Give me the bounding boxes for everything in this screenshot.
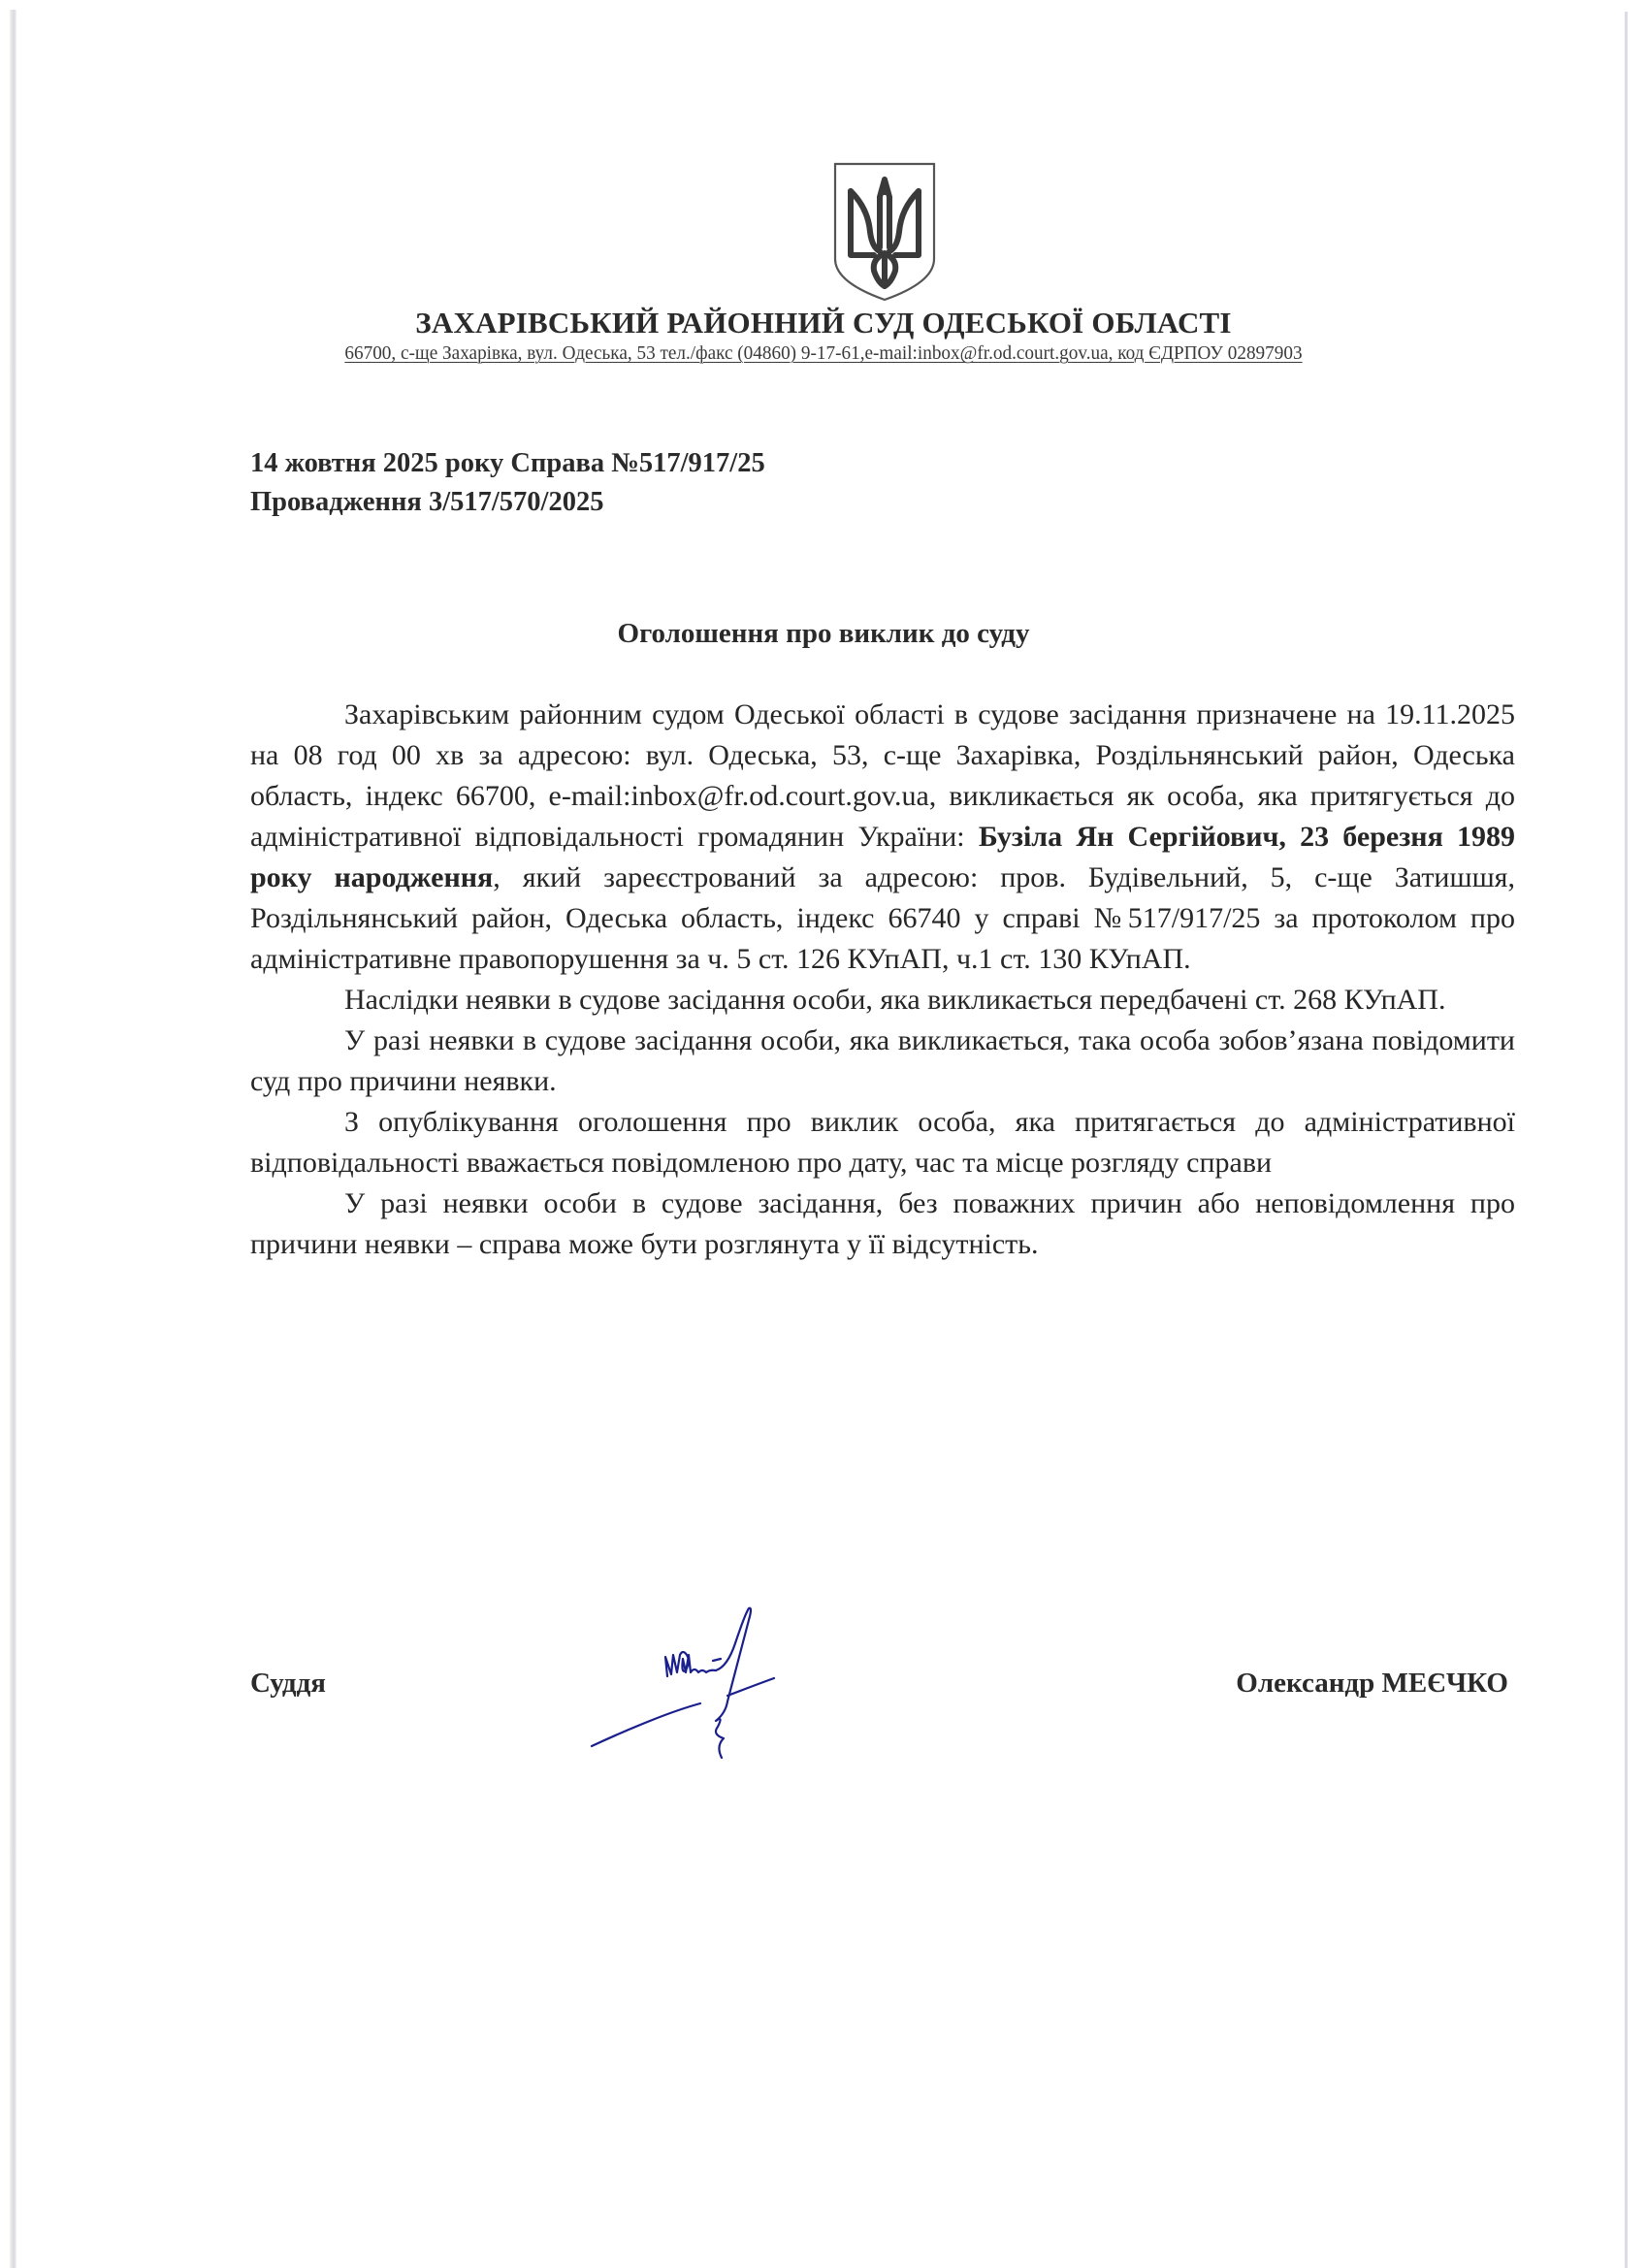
summoned-person: Бузіла Ян Сергійович, 23 березня 1989 року народження — [250, 821, 1515, 893]
paragraph-consequences: Наслідки неявки в судове засідання особи, яка викликається передбачені ст. 268 КУпАП. — [344, 984, 1446, 1016]
paragraph-absence: У разі неявки особи в судове засідання, без поважних причин або неповідомлення про причини неявки – справа може бути розглянута у її відсутність. — [250, 1187, 1515, 1260]
handwritten-signature — [582, 1601, 970, 1766]
judge-label: Суддя — [250, 1668, 326, 1699]
summons-text-rest: , який зареєстрований за адресою: пров. Будівельний, 5, с-ще Затишшя, Роздільнянський район, Одеська область, індекс 66740 у справі №517/917/25 за протоколом про адміністративне правопорушення за ч. 5 ст. 126 КУпАП, ч.1 ст. 130 КУпАП. — [250, 861, 1515, 975]
date-case-number: 14 жовтня 2025 року Справа №517/917/25 — [250, 448, 765, 478]
document-title: Оголошення про виклик до суду — [617, 618, 1030, 649]
court-address-line: 66700, с-ще Захарівка, вул. Одеська, 53 тел./факс (04860) 9-17-61,e-mail:inbox@fr.od.court.gov.ua, код ЄДРПОУ 02897903 — [344, 343, 1303, 364]
coat-of-arms-icon — [829, 158, 940, 304]
summons-text-intro: Захарівським районним судом Одеської області в судове засідання призначене на 19.11.2025 на 08 год 00 хв за адресою: вул. Одеська, 53, с-ще Захарівка, Роздільнянський район, Одеська область, індекс 66700, e-mail:inbox@fr.od.court.gov.ua, викликається як особа, яка притягується до адміністративної відповідальності громадянин України: — [250, 698, 1515, 853]
document-body — [250, 695, 1515, 1265]
proceeding-number: Провадження 3/517/570/2025 — [250, 487, 604, 517]
paragraph-notify-obligation: У разі неявки в судове засідання особи, яка викликається, така особа зобов’язана повідомити суд про причини неявки. — [250, 1024, 1515, 1097]
paragraph-publication: З опублікування оголошення про виклик особа, яка притягається до адміністративної відповідальності вважається повідомленою про дату, час та місце розгляду справи — [250, 1106, 1515, 1179]
court-name-heading: ЗАХАРІВСЬКИЙ РАЙОННИЙ СУД ОДЕСЬКОЇ ОБЛАСТІ — [415, 306, 1232, 340]
judge-name: Олександр МЕЄЧКО — [1236, 1668, 1508, 1699]
paragraph-summons — [250, 695, 1515, 980]
